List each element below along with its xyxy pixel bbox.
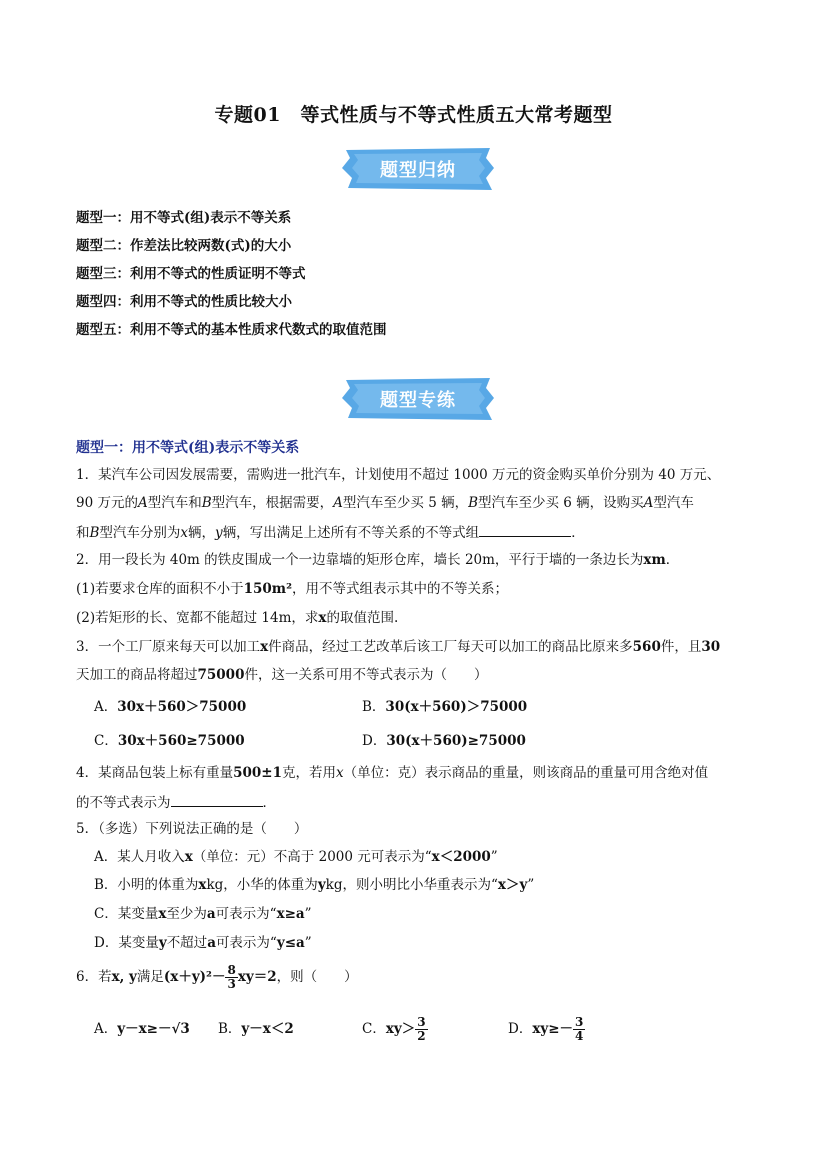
q3-option-c[interactable]: C．30x＋560≥75000 bbox=[94, 733, 245, 749]
summary-item-1: 题型一：用不等式(组)表示不等关系 bbox=[76, 210, 292, 226]
page-title: 专题01 等式性质与不等式性质五大常考题型 bbox=[214, 104, 613, 126]
q3-option-b[interactable]: B．30(x＋560)＞75000 bbox=[362, 699, 528, 715]
q3-option-a[interactable]: A．30x＋560＞75000 bbox=[94, 699, 247, 715]
summary-item-4: 题型四：利用不等式的性质比较大小 bbox=[76, 294, 292, 310]
q6-option-b[interactable]: B．y－x＜2 bbox=[218, 1021, 294, 1037]
q5-option-c[interactable]: C．某变量x至少为a可表示为“x≥a” bbox=[94, 906, 312, 922]
q6-option-a[interactable]: A．y－x≥－√3 bbox=[94, 1021, 190, 1037]
section-heading: 题型一：用不等式(组)表示不等关系 bbox=[76, 440, 300, 456]
q2-line-1: 2．用一段长为 40m 的铁皮围成一个一边靠墙的矩形仓库，墙长 20m，平行于墙的一条边长为xm． bbox=[76, 552, 680, 568]
q3-option-d[interactable]: D．30(x＋560)≥75000 bbox=[362, 733, 526, 749]
fraction: $\frac{3}{2}$ bbox=[417, 1015, 426, 1043]
answer-blank bbox=[171, 792, 263, 807]
q5-option-d[interactable]: D．某变量y不超过a可表示为“y≤a” bbox=[94, 935, 312, 951]
summary-banner-label: 题型归纳 bbox=[380, 160, 456, 181]
summary-item-5: 题型五：利用不等式的基本性质求代数式的取值范围 bbox=[76, 322, 387, 338]
q2-sub-2: (2)若矩形的长、宽都不能超过 14m，求x的取值范围. bbox=[76, 610, 399, 626]
q6-stem: 6．若x, y满足(x＋y)²－ $\frac{8}{3}$ xy＝2，则（ ） bbox=[76, 963, 358, 991]
summary-item-2: 题型二：作差法比较两数(式)的大小 bbox=[76, 238, 292, 254]
practice-banner-label: 题型专练 bbox=[380, 390, 456, 411]
q1-line-3: 和B型汽车分别为x辆，y辆，写出满足上述所有不等关系的不等式组 ． bbox=[76, 522, 585, 542]
q3-line-1: 3．一个工厂原来每天可以加工x件商品，经过工艺改革后该工厂每天可以加工的商品比原来多560件，且30 bbox=[76, 639, 721, 655]
fraction: $\frac{8}{3}$ bbox=[227, 963, 236, 991]
answer-blank bbox=[479, 522, 571, 537]
q5-stem: 5．（多选）下列说法正确的是（ ） bbox=[76, 821, 308, 837]
q3-line-2: 天加工的商品将超过75000件，这一关系可用不等式表示为（ ） bbox=[76, 667, 488, 683]
q1-line-2: 90 万元的A型汽车和B型汽车，根据需要，A型汽车至少买 5 辆，B型汽车至少买 6 辆，设购买A型汽车 bbox=[76, 495, 694, 511]
summary-item-3: 题型三：利用不等式的性质证明不等式 bbox=[76, 266, 306, 282]
fraction: $\frac{3}{4}$ bbox=[575, 1015, 584, 1043]
q1-line-1: 1．某汽车公司因发展需要，需购进一批汽车，计划使用不超过 1000 万元的资金购买单价分别为 40 万元、 bbox=[76, 467, 721, 483]
q4-line-1: 4．某商品包装上标有重量500±1克，若用x（单位：克）表示商品的重量，则该商品的重量可用含绝对值 bbox=[76, 765, 709, 781]
q5-option-a[interactable]: A．某人月收入x（单位：元）不高于 2000 元可表示为“x＜2000” bbox=[94, 849, 498, 865]
q2-sub-1: (1)若要求仓库的面积不小于150m²，用不等式组表示其中的不等关系； bbox=[76, 581, 509, 597]
q4-line-2: 的不等式表示为 ． bbox=[76, 792, 276, 812]
practice-banner bbox=[340, 376, 496, 422]
q6-option-c[interactable]: C．xy＞ $\frac{3}{2}$ bbox=[362, 1015, 426, 1043]
q5-option-b[interactable]: B．小明的体重为xkg，小华的体重为ykg，则小明比小华重表示为“x＞y” bbox=[94, 877, 535, 893]
summary-banner bbox=[340, 146, 496, 192]
q6-option-d[interactable]: D．xy≥－ $\frac{3}{4}$ bbox=[508, 1015, 584, 1043]
